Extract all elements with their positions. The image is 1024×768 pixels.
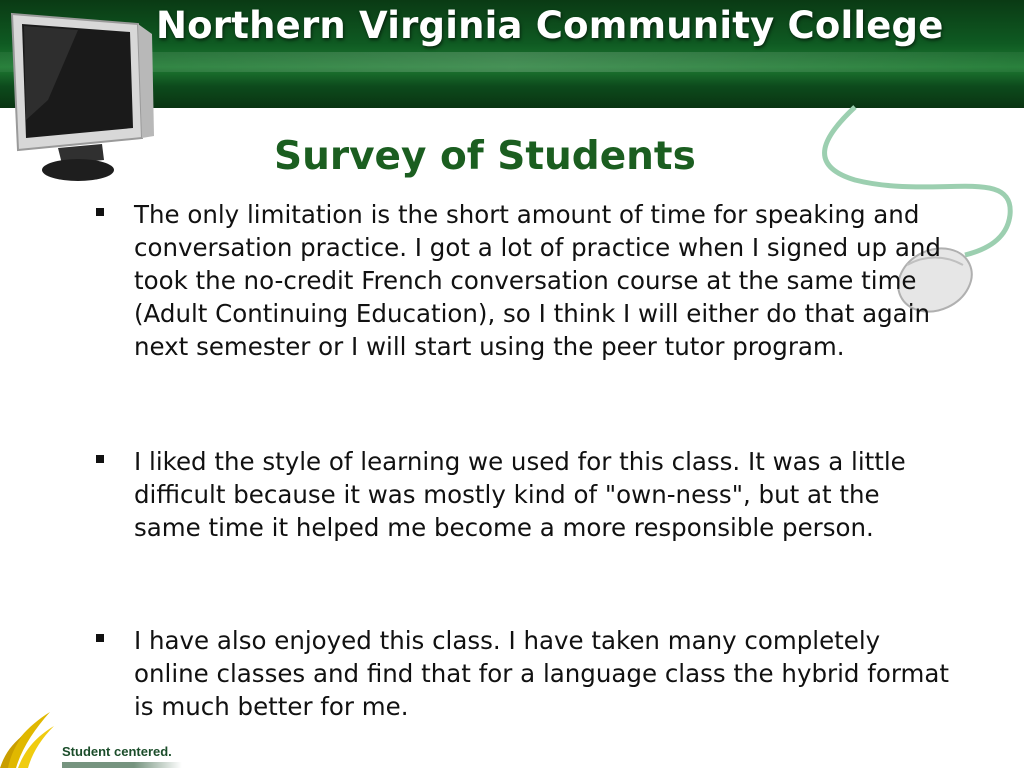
nvcc-flame-logo-icon <box>0 708 60 768</box>
slide-title: Survey of Students <box>274 134 696 179</box>
bullet-text: I liked the style of learning we used for this class. It was a little difficult because it was mostly kind of "own-ness", but at the same time it helped me become a more responsible person. <box>134 447 906 542</box>
footer-tagline-secondary <box>62 762 182 768</box>
college-name-title: Northern Virginia Community College <box>156 4 944 47</box>
bullet-square-icon <box>96 455 104 463</box>
footer-tagline: Student centered. <box>62 744 172 759</box>
bullet-square-icon <box>96 634 104 642</box>
bullet-text: I have also enjoyed this class. I have taken many completely online classes and find that for a language class the hybrid format is much better for me. <box>134 626 949 721</box>
bullet-text: The only limitation is the short amount of time for speaking and conversation practice. I got a lot of practice when I signed up and took the no-credit French conversation course at the same time (Adult Continuing Education), so I think I will either do that again next semester or I will start using the peer tutor program. <box>134 200 941 361</box>
bullet-square-icon <box>96 208 104 216</box>
computer-monitor-icon <box>8 10 158 185</box>
